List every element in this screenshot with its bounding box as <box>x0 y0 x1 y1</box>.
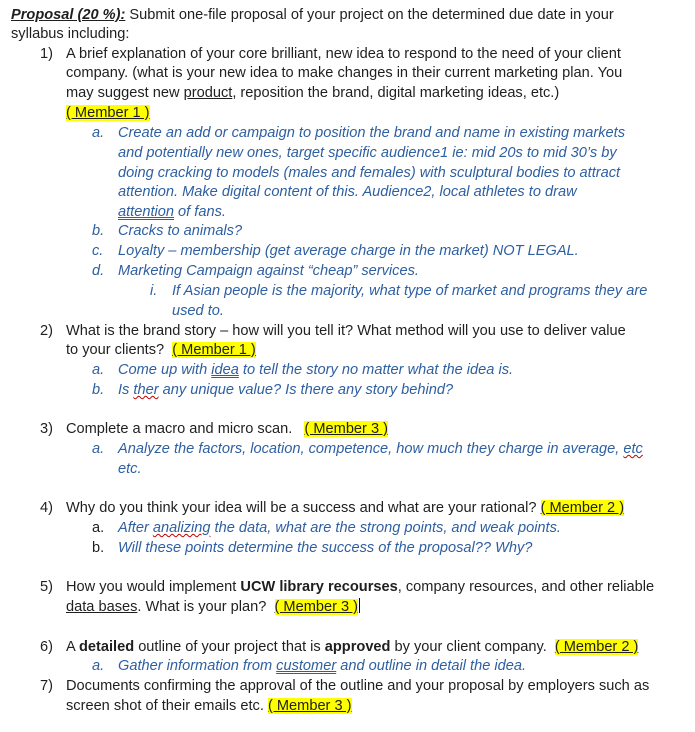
member-highlight: ( Member 3 ) <box>274 599 359 615</box>
item-1di-line-2: used to. <box>172 303 224 319</box>
item-4-line-1: Why do you think your idea will be a success and what are your rational? ( Member 2 ) <box>66 500 625 516</box>
item-1a-line-3: doing cracking to models (males and females) with sculptural bodies to attract <box>118 165 621 181</box>
text-cursor <box>359 598 360 613</box>
analizing-misspelled: analizing <box>152 520 211 536</box>
item-1-line-3-pre: may suggest new <box>66 85 184 101</box>
item-1c-text: Loyalty – membership (get average charge in the market) NOT LEGAL. <box>118 243 579 259</box>
item-7-line-2: screen shot of their emails etc. ( Member 3 ) <box>66 698 352 714</box>
item-2-number: 2) <box>40 323 53 339</box>
item-2a-text: Come up with idea to tell the story no matter what the idea is. <box>118 362 514 378</box>
member-highlight: ( Member 3 ) <box>304 421 388 437</box>
item-3a-line-2: etc. <box>118 461 142 477</box>
item-1b-text: Cracks to animals? <box>118 223 243 239</box>
item-1a-line-2: and potentially new ones, target specific audience1 ie: mid 20s to mid 30’s by <box>118 145 617 161</box>
item-4b-text: Will these points determine the success of the proposal?? Why? <box>118 540 533 556</box>
item-6a-text: Gather information from customer and outline in detail the idea. <box>118 658 527 674</box>
item-3a-label: a. <box>92 441 105 457</box>
proposal-heading: Proposal (20 %): <box>11 7 126 23</box>
item-3-number: 3) <box>40 421 53 437</box>
item-1a-line-4: attention. Make digital content of this. Audience2, local athletes to draw <box>118 184 577 200</box>
item-1-line-3-post: , reposition the brand, digital marketing ideas, etc.) <box>232 85 560 101</box>
item-1di-label: i. <box>150 283 158 299</box>
item-4-number: 4) <box>40 500 53 516</box>
item-2-line-1: What is the brand story – how will you tell it? What method will you use to deliver value <box>66 323 626 339</box>
member-highlight: ( Member 2 ) <box>540 500 625 516</box>
item-7-number: 7) <box>40 678 53 694</box>
intro-text: Submit one-file proposal of your project on the determined due date in your <box>125 7 614 23</box>
item-3a-line-1: Analyze the factors, location, competence, how much they charge in average, etc <box>118 441 643 457</box>
ther-misspelled: ther <box>133 382 159 398</box>
item-4a-text: After analizing the data, what are the strong points, and weak points. <box>118 520 561 536</box>
item-1a-line-5: attention of fans. <box>118 204 226 220</box>
item-1d-text: Marketing Campaign against “cheap” services. <box>118 263 419 279</box>
member-highlight: ( Member 3 ) <box>267 698 352 714</box>
attention-underlined: attention <box>118 204 174 220</box>
item-2b-text: Is ther any unique value? Is there any story behind? <box>118 382 454 398</box>
item-2b-label: b. <box>92 382 105 398</box>
item-1di-line-1: If Asian people is the majority, what type of market and programs they are <box>172 283 648 299</box>
item-2-line-2: to your clients? ( Member 1 ) <box>66 342 256 358</box>
idea-underlined: idea <box>211 362 239 378</box>
member-highlight: ( Member 1 ) <box>66 105 150 121</box>
member-highlight: ( Member 2 ) <box>554 639 639 655</box>
item-1c-label: c. <box>92 243 104 259</box>
item-1a-line-1: Create an add or campaign to position the brand and name in existing markets <box>118 125 626 141</box>
ucw-library-bold: UCW library recourses <box>240 579 398 595</box>
item-2a-label: a. <box>92 362 105 378</box>
item-5-number: 5) <box>40 579 53 595</box>
item-1-line-3 <box>66 84 559 103</box>
intro-line-1 <box>11 6 614 25</box>
item-6-line-1: A detailed outline of your project that is approved by your client company. ( Member 2 ) <box>66 639 639 655</box>
item-5-line-2: data bases. What is your plan? ( Member 3 ) <box>66 599 359 615</box>
intro-line-2: syllabus including: <box>11 26 130 42</box>
item-7-line-1: Documents confirming the approval of the outline and your proposal by employers such as <box>66 678 650 694</box>
item-1-line-2: company. (what is your new idea to make changes in their current marketing plan. You <box>66 65 623 81</box>
etc-misspelled: etc <box>623 441 643 457</box>
item-1-number: 1) <box>40 46 53 62</box>
data-bases-link[interactable]: data bases <box>66 599 138 615</box>
member-highlight: ( Member 1 ) <box>172 342 256 358</box>
item-6-number: 6) <box>40 639 53 655</box>
item-1b-label: b. <box>92 223 105 239</box>
item-1-member-badge <box>66 104 150 123</box>
item-3-line-1: Complete a macro and micro scan. ( Member 3 ) <box>66 421 388 437</box>
customer-underlined: customer <box>276 658 337 674</box>
item-4a-label: a. <box>92 520 105 536</box>
approved-bold: approved <box>324 639 391 655</box>
item-1-line-1: A brief explanation of your core brilliant, new idea to respond to the need of your client <box>66 46 621 62</box>
product-link[interactable]: product <box>183 85 233 101</box>
item-1d-label: d. <box>92 263 105 279</box>
item-1a-label: a. <box>92 125 105 141</box>
detailed-bold: detailed <box>78 639 135 655</box>
item-6a-label: a. <box>92 658 105 674</box>
item-4b-label: b. <box>92 540 105 556</box>
item-5-line-1: How you would implement UCW library recourses, company resources, and other reliable <box>66 579 655 595</box>
